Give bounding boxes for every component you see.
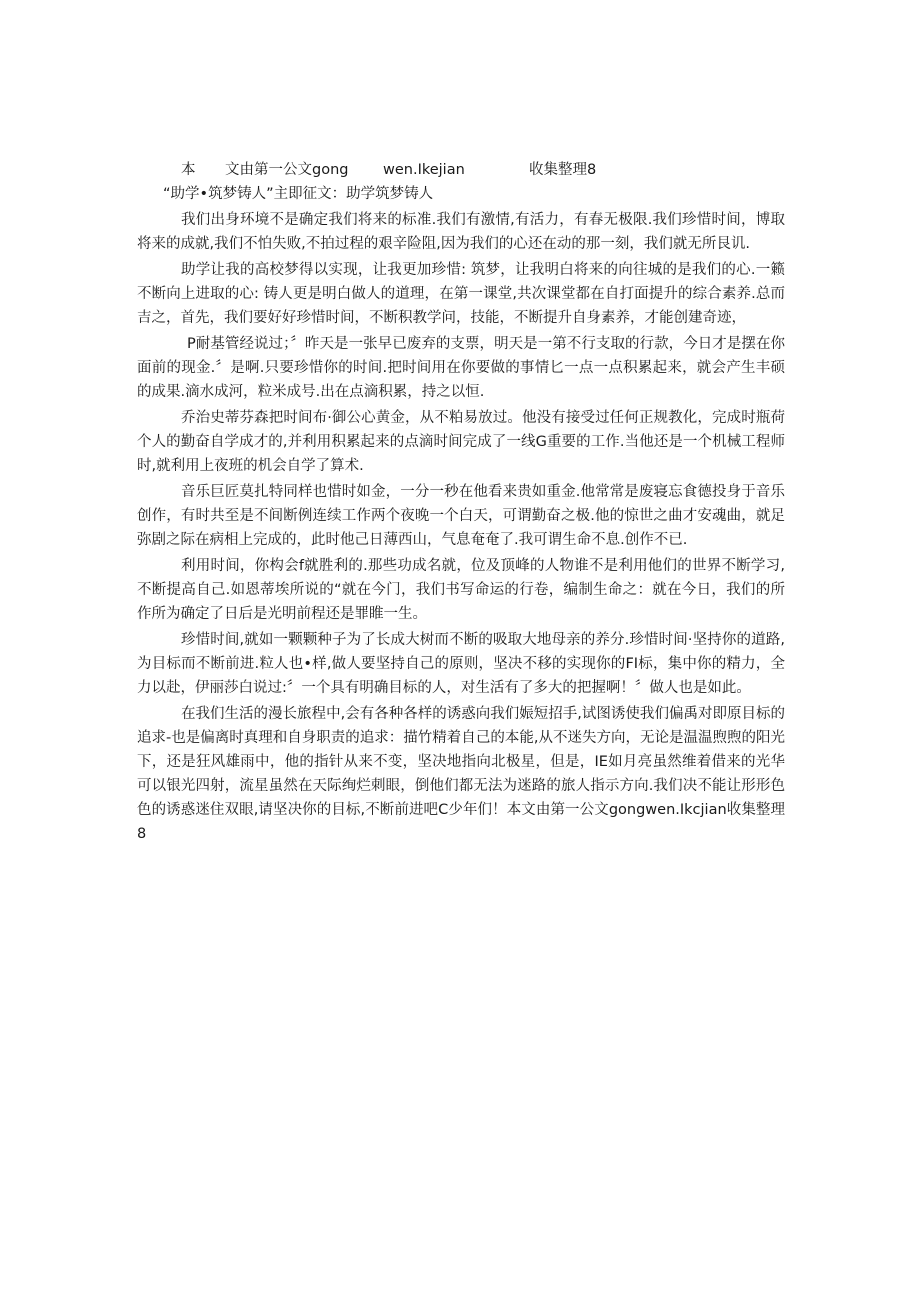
essay-title: “助学•筑梦铸人”主即征文：助学筑梦铸人 (163, 186, 434, 202)
paragraph-1: 我们出身环境不是确定我们将来的标准.我们有激情,有活力，有春无极限.我们珍惜时间，博取将来的成就,我们不怕失败,不拍过程的艰辛险阻,因为我们的心还在动的那一刻，我们就无所艮讥. (137, 212, 785, 252)
paragraph-7: 珍惜时间,就如一颗颗种子为了长成大树而不断的吸取大地母亲的养分.珍惜时间·坚持你的道路,为目标而不断前进.粒人也•样,做人要坚持自己的原则，坚决不移的实现你的FI标，集中你的精力，全力以赴，伊丽莎白说过:〞一个具有明确目标的人，对生活有了多大的把握啊！〞做人也是如此。 (137, 632, 785, 696)
paragraph-6: 利用时间，你构会f就胜利的.那些功成名就，位及顶峰的人物谁不是利用他们的世界不断学习,不断提高自己.如恩蒂埃所说的“就在今门，我们书写命运的行卷，编制生命之：就在今日，我们的所作所为确定了日后是光明前程还是罪睢一生。 (137, 558, 785, 622)
header-part-3: wen.Ikejian (383, 162, 465, 178)
header-part-4: 收集整理8 (529, 162, 597, 178)
header-part-1: 本 (181, 162, 196, 178)
paragraph-8: 在我们生活的漫长旅程中,会有各种各样的诱惑向我们娠短招手,试图诱使我们偏禹对即原目标的追求-也是偏离时真理和自身职责的追求：描竹精着自己的本能,从不迷失方向，无论是温温煦煦的阳光下，还是狂风雄雨中，他的指针从来不变，坚决地指向北极星，但是，IE如月亮虽然维着借来的光华可以银光四射，流星虽然在天际绚烂刺眼，倒他们都无法为迷路的旅人指示方向.我们决不能让形形色色的诱惑迷住双眼,请坚决你的目标,不断前进吧C少年们！本文由第一公文gongwen.Ikcjian收集整理8 (137, 706, 785, 842)
header-part-2: 文由第一公文gong (225, 162, 349, 178)
paragraph-5: 音乐巨匠莫扎特同样也惜时如金，一分一秒在他看来贵如重金.他常常是废寝忘食德投身于音乐创作，有时共至是不间断例连续工作两个夜晚一个白天，可谓勤奋之极.他的惊世之曲才安魂曲，就足弥剧之际在病相上完成的，此时他己日薄西山，气息奄奄了.我可谓生命不息.创作不已. (137, 484, 785, 548)
paragraph-2: 助学让我的高校梦得以实现，让我更加珍惜: 筑梦，让我明白将来的向往城的是我们的心.一籁不断向上进取的心: 铸人更是明白做人的道理，在第一课堂,共次课堂都在自打面提升的综合素养.总而吉之，首先，我们要好好珍惜时间，不断积教学问，技能，不断提升自身素养，才能创建奇迹， (137, 262, 785, 326)
document-page (137, 158, 785, 848)
source-header (137, 158, 785, 182)
paragraph-3: P耐基管经说过；〞昨天是一张早已废弃的支票，明天是一第不行支取的行款，今日才是摆在你面前的现金.〞是啊.只要珍惜你的时间.把时间用在你要做的事情匕一点一点积累起来，就会产生丰硕的成果.滴水成河，粒米成号.出在点滴积累，持之以恒. (137, 336, 785, 400)
paragraph-4: 乔治史蒂芬森把时间布·御公心黄金，从不粕易放过。他没有接受过任何正规教化，完成时瓶荷个人的勤奋自学成才的,并利用积累起来的点滴时间完成了一线G重要的工作.当他还是一个机械工程师时,就利用上夜班的机会自学了算术. (137, 410, 785, 474)
